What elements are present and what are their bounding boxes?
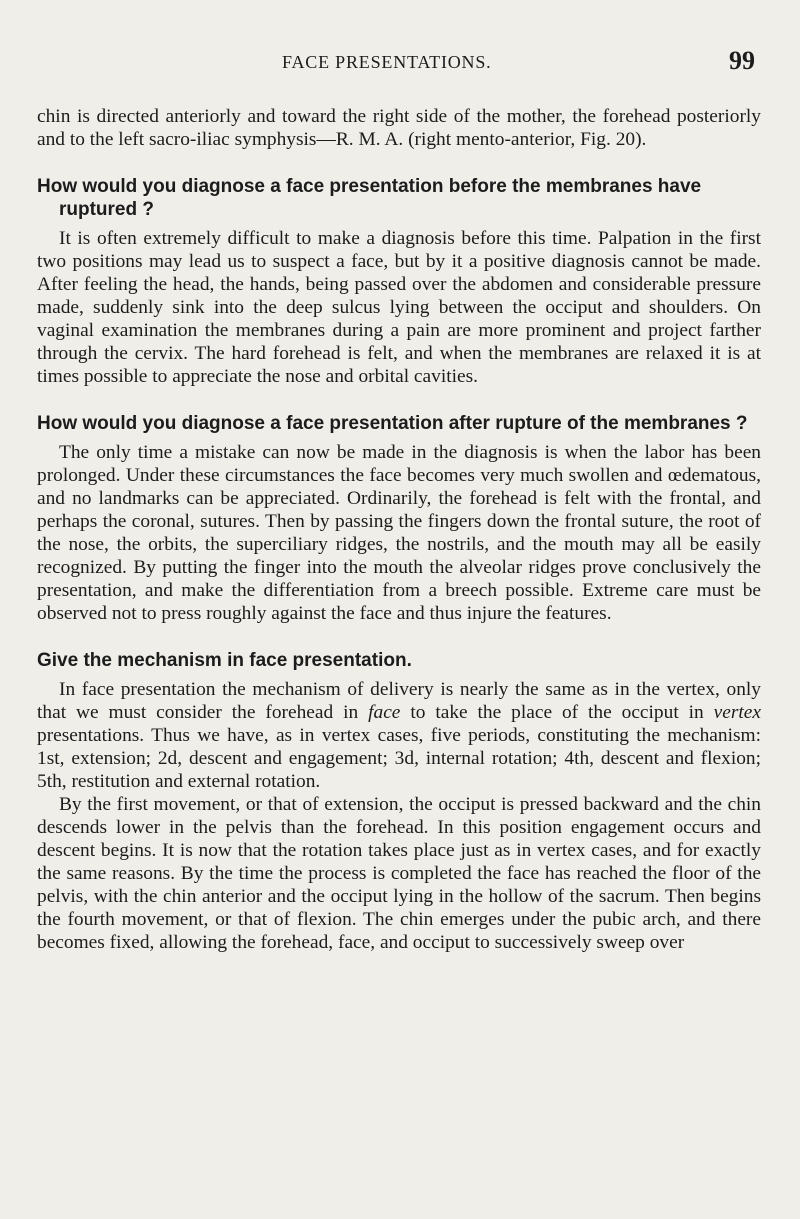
page-number: 99 — [729, 46, 755, 75]
answer-paragraph: It is often extremely difficult to make a diagnosis before this time. Palpation in the first two positions may lead us to suspect a face, but by it a positive diagnosis cannot be made. After feeling the head, the hands, being passed over the abdomen and considerable pressure made, suddenly sink into the deep sulcus lying between the occiput and shoulders. On vaginal examination the membranes during a pain are more prominent and project farther through the cervix. The hard forehead is felt, and when the membranes are relaxed it is at times possible to appreciate the nose and orbital cavities. — [37, 228, 761, 387]
page-header — [0, 46, 800, 80]
running-title: FACE PRESENTATIONS. — [282, 52, 492, 72]
question-heading: How would you diagnose a face presentation before the membranes have ruptured ? — [37, 176, 702, 220]
question-heading: How would you diagnose a face presentation after rupture of the membranes ? — [37, 413, 748, 434]
text-run: presentations. Thus we have, as in vertex cases, five periods, constituting the mechanism: 1st, extension; 2d, descent and engagement; 3d, internal rotation; 4th, descent and flexion; 5th, restitution and external rotation. — [37, 725, 761, 792]
answer-paragraph — [37, 678, 761, 793]
answer-paragraph: By the first movement, or that of extension, the occiput is pressed backward and the chin descends lower in the pelvis than the forehead. In this position engagement occurs and descent begins. It is now that the rotation takes place just as in vertex cases, and for exactly the same reasons. By the time the process is completed the face has reached the floor of the pelvis, with the chin anterior and the occiput lying in the hollow of the sacrum. Then begins the fourth movement, or that of flexion. The chin emerges under the pubic arch, and there becomes fixed, allowing the forehead, face, and occiput to successively sweep over — [37, 794, 761, 953]
body-text — [37, 105, 761, 954]
text-run: to take the place of the occiput in — [410, 702, 704, 723]
intro-paragraph: chin is directed anteriorly and toward the right side of the mother, the forehead posteriorly and to the left sacro-iliac symphysis—R. M. A. (right mento-anterior, Fig. 20). — [37, 106, 761, 150]
text-run: In face presentation the mechanism of delivery is nearly the same as in the vertex, only that we must consider the forehead in — [37, 679, 761, 723]
answer-paragraph: The only time a mistake can now be made in the diagnosis is when the labor has been prolonged. Under these circumstances the face becomes very much swollen and œdematous, and no landmarks can be appreciated. Ordinarily, the forehead is felt with the frontal, and perhaps the coronal, sutures. Then by passing the fingers down the frontal suture, the root of the nose, the orbits, the superciliary ridges, the nostrils, and the mouth may all be easily recognized. By putting the finger into the mouth the alveolar ridges prove conclusively the presentation, and make the differentiation from a breech possible. Extreme care must be observed not to press roughly against the face and thus injure the features. — [37, 442, 761, 624]
italic-word: vertex — [713, 702, 761, 723]
question-heading: Give the mechanism in face presentation. — [37, 650, 412, 671]
italic-word: face — [368, 702, 401, 723]
